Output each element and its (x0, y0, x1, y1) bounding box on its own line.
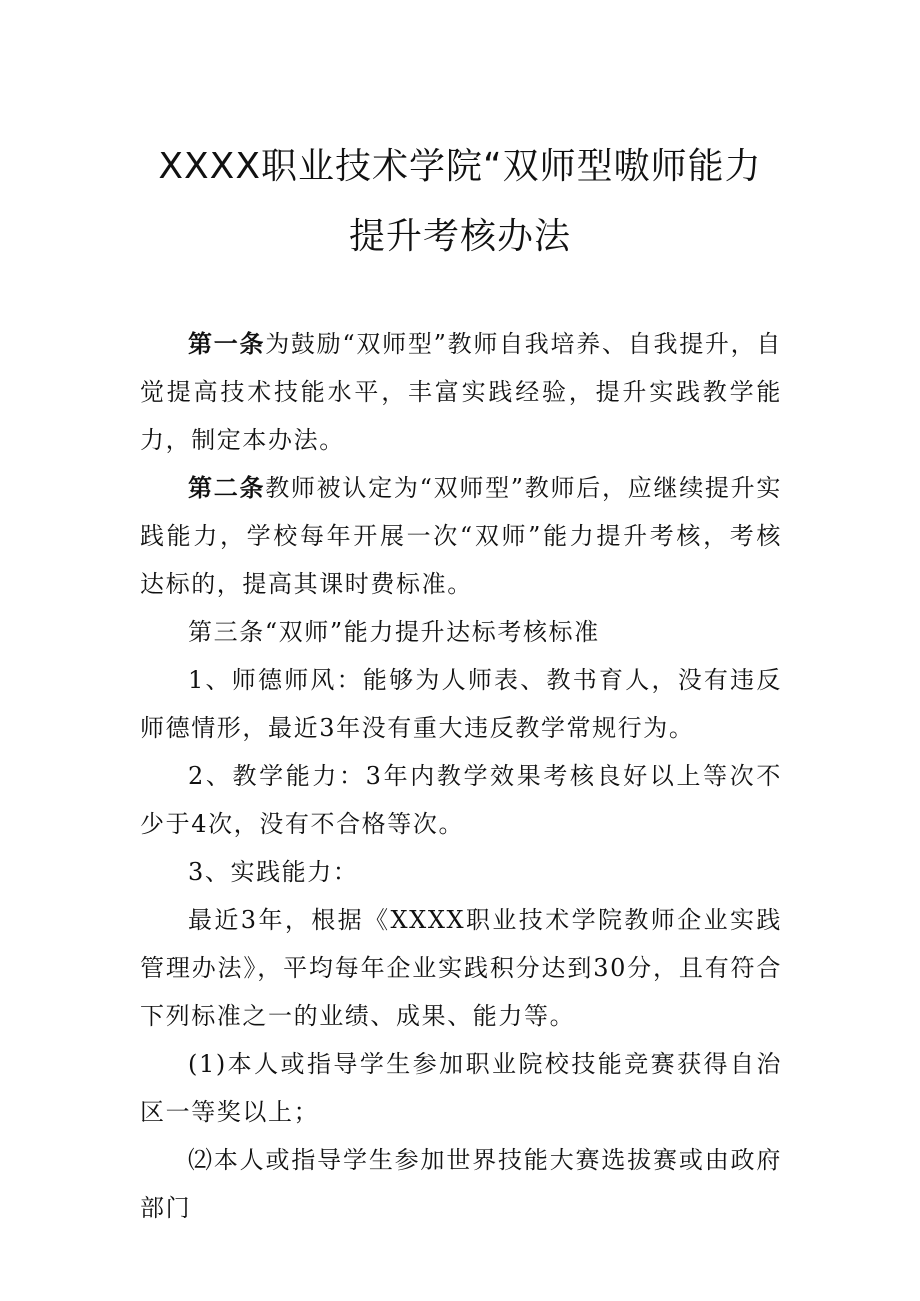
article-2-text: 教师被认定为“双师型”教师后，应继续提升实践能力，学校每年开展一次“双师”能力提升考核，考核达标的，提高其课时费标准。 (140, 474, 782, 598)
criterion-3: 3、实践能力： (188, 858, 359, 886)
criterion-3-detail: 最近3年，根据《XXXX职业技术学院教师企业实践管理办法》，平均每年企业实践积分达到30分，且有符合下列标准之一的业绩、成果、能力等。 (140, 906, 782, 1030)
criterion-3-item-1: (1)本人或指导学生参加职业院校技能竞赛获得自治区一等奖以上； (140, 1050, 782, 1126)
article-2-label: 第二条 (188, 474, 266, 502)
article-3-label: 第三条 (188, 618, 265, 646)
criterion-1: 1、师德师风：能够为人师表、教书育人，没有违反师德情形，最近3年没有重大违反教学常规行为。 (140, 666, 782, 742)
document-title-line1: XXXX职业技术学院“双师型嗷师能力 (158, 146, 762, 187)
article-2 (140, 464, 782, 608)
article-1-label: 第一条 (188, 330, 266, 358)
article-3 (140, 608, 782, 656)
article-1 (140, 320, 782, 464)
document-body (140, 320, 782, 1232)
criterion-3-item-2: ⑵本人或指导学生参加世界技能大赛选拔赛或由政府部门 (140, 1146, 782, 1222)
criterion-2: 2、教学能力：3年内教学效果考核良好以上等次不少于4次，没有不合格等次。 (140, 762, 782, 838)
article-1-text: 为鼓励“双师型”教师自我培养、自我提升，自觉提高技术技能水平，丰富实践经验，提升实践教学能力，制定本办法。 (140, 330, 782, 454)
article-3-text: “双师”能力提升达标考核标准 (264, 618, 600, 646)
document-title-line2: 提升考核办法 (348, 216, 571, 257)
